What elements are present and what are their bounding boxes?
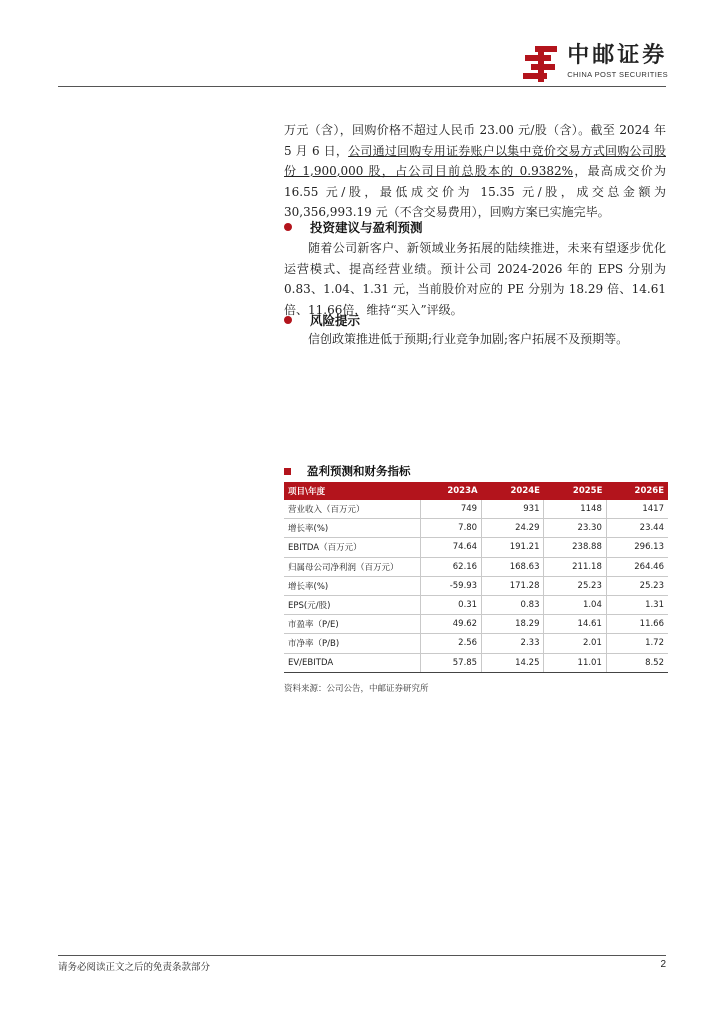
bullet-icon	[284, 316, 292, 324]
buyback-text-underlined: 公司通过回购专用证券账户以集中竞价交易方式回购公司股份 1,900,000 股，占公司目前总股本的 0.9382%	[284, 143, 666, 178]
row-label: 营业收入（百万元）	[284, 500, 420, 519]
table-cell: 18.29	[482, 615, 544, 634]
table-cell: 1.31	[606, 595, 668, 614]
table-row	[284, 634, 668, 653]
page-number: 2	[660, 959, 666, 970]
table-cell: 1.04	[544, 595, 606, 614]
table-cell: 2.01	[544, 634, 606, 653]
table-cell: 191.21	[482, 538, 544, 557]
header-divider	[58, 86, 666, 87]
table-cell: 25.23	[544, 576, 606, 595]
footer-divider	[58, 955, 666, 956]
table-cell: -59.93	[420, 576, 482, 595]
table-cell: 2.56	[420, 634, 482, 653]
financial-forecast-table	[284, 482, 668, 673]
section-title: 风险提示	[310, 313, 361, 328]
table-cell: 14.61	[544, 615, 606, 634]
table-cell: 49.62	[420, 615, 482, 634]
table-cell: 62.16	[420, 557, 482, 576]
risk-paragraph: 信创政策推进低于预期;行业竞争加剧;客户拓展不及预期等。	[308, 332, 629, 346]
row-label: EPS(元/股)	[284, 595, 420, 614]
table-row	[284, 615, 668, 634]
row-label: 市净率（P/B)	[284, 634, 420, 653]
company-logo	[521, 44, 668, 84]
table-cell: 23.44	[606, 519, 668, 538]
table-cell: 1.72	[606, 634, 668, 653]
section-title: 投资建议与盈利预测	[310, 220, 423, 235]
table-cell: 1148	[544, 500, 606, 519]
bullet-icon	[284, 223, 292, 231]
table-cell: 11.66	[606, 615, 668, 634]
table-cell: 0.83	[482, 595, 544, 614]
table-cell: 296.13	[606, 538, 668, 557]
table-cell: 749	[420, 500, 482, 519]
table-row	[284, 557, 668, 576]
table-row	[284, 576, 668, 595]
header-cell: 2023A	[420, 482, 482, 500]
row-label: 增长率(%)	[284, 576, 420, 595]
table-cell: 2.33	[482, 634, 544, 653]
table-source-note: 资料来源：公司公告，中邮证券研究所	[284, 684, 429, 694]
row-label: 归属母公司净利润（百万元）	[284, 557, 420, 576]
china-post-logo-icon	[521, 44, 561, 84]
table-cell: 168.63	[482, 557, 544, 576]
investment-paragraph: 随着公司新客户、新领域业务拓展的陆续推进，未来有望逐步优化运营模式、提高经营业绩。预计公司 2024-2026 年的 EPS 分别为 0.83、1.04、1.31 元，当前股价对应的 PE 分别为 18.29 倍、14.61 倍、11.66倍，维持“买入”评级。	[284, 241, 666, 317]
section-risk-warning	[284, 311, 360, 329]
table-cell: 25.23	[606, 576, 668, 595]
row-label: 增长率(%)	[284, 519, 420, 538]
table-cell: 23.30	[544, 519, 606, 538]
table-cell: 264.46	[606, 557, 668, 576]
table-row	[284, 595, 668, 614]
row-label: 市盈率（P/E)	[284, 615, 420, 634]
table-cell: 74.64	[420, 538, 482, 557]
table-cell: 238.88	[544, 538, 606, 557]
table-cell: 11.01	[544, 653, 606, 672]
header-cell: 2026E	[606, 482, 668, 500]
table-cell: 14.25	[482, 653, 544, 672]
logo-chinese-name: 中邮证券	[567, 43, 668, 68]
table-cell: 7.80	[420, 519, 482, 538]
table-row	[284, 519, 668, 538]
header-cell: 项目\年度	[284, 482, 420, 500]
section-investment-advice	[284, 218, 423, 236]
table-cell: 171.28	[482, 576, 544, 595]
table-row	[284, 538, 668, 557]
buyback-paragraph	[284, 120, 666, 223]
table-cell: 24.29	[482, 519, 544, 538]
table-cell: 0.31	[420, 595, 482, 614]
logo-english-name: CHINA POST SECURITIES	[567, 70, 668, 79]
table-cell: 1417	[606, 500, 668, 519]
buyback-text-b: ，最高成交价为 16.55 元/股，最低成交价为 15.35 元/股，成交总金额为 30,356,993.19 元（不含交易费用），回购方案已实施完毕。	[284, 164, 666, 219]
table-title-text: 盈利预测和财务指标	[307, 464, 411, 478]
table-cell: 8.52	[606, 653, 668, 672]
header-cell: 2024E	[482, 482, 544, 500]
table-title	[284, 463, 411, 479]
square-bullet-icon	[284, 468, 291, 475]
disclaimer-note: 请务必阅读正文之后的免责条款部分	[58, 962, 211, 973]
header-cell: 2025E	[544, 482, 606, 500]
row-label: EV/EBITDA	[284, 653, 420, 672]
table-header-row	[284, 482, 668, 500]
table-cell: 931	[482, 500, 544, 519]
table-row	[284, 500, 668, 519]
table-row	[284, 653, 668, 672]
buyback-text-a: 万元（含），回购价格不超过人民币 23.00 元/股（含）。截至 2024 年 5 月 6 日，	[284, 123, 666, 158]
row-label: EBITDA（百万元）	[284, 538, 420, 557]
table-cell: 211.18	[544, 557, 606, 576]
table-cell: 57.85	[420, 653, 482, 672]
